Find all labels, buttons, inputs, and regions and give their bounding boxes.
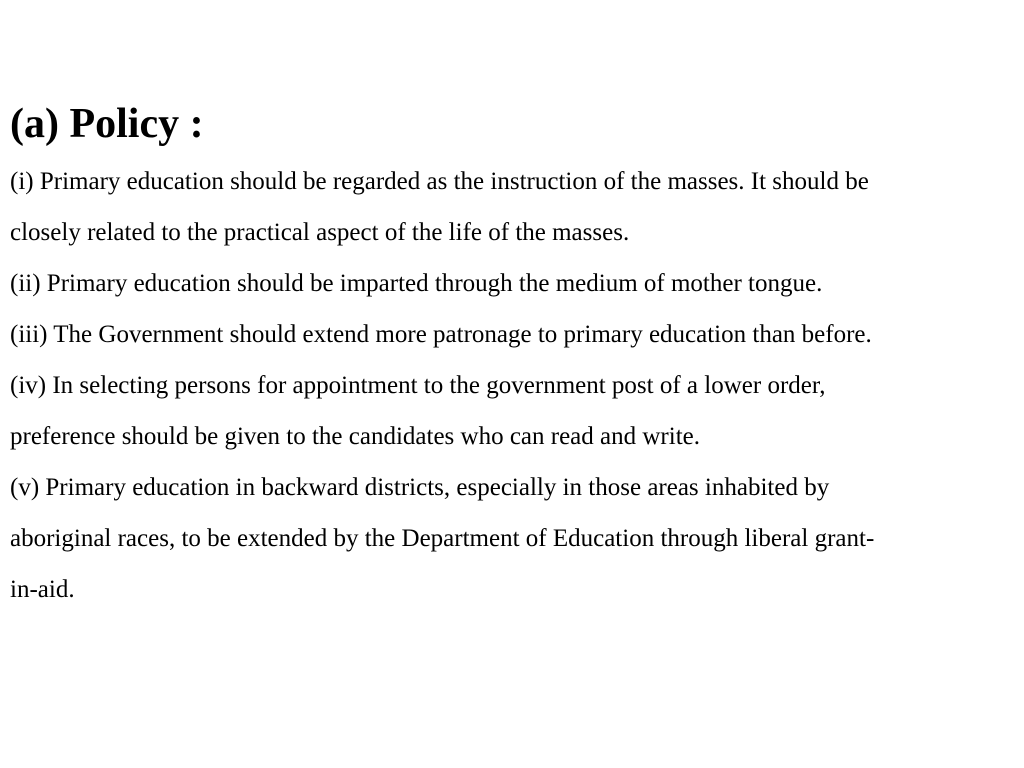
policy-line-i-part1: (i) Primary education should be regarded as the instruction of the masses. It should be <box>10 168 869 195</box>
policy-line-i-part2: closely related to the practical aspect of the life of the masses. <box>10 219 630 246</box>
policy-line-iv-part1: (iv) In selecting persons for appointment to the government post of a lower order, <box>10 372 826 399</box>
policy-line-iii: (iii) The Government should extend more patronage to primary education than before. <box>10 321 872 348</box>
policy-body <box>10 156 1014 615</box>
policy-line-iv-part2: preference should be given to the candidates who can read and write. <box>10 423 700 450</box>
policy-line-v-part2: aboriginal races, to be extended by the Department of Education through liberal grant- <box>10 525 875 552</box>
policy-heading: (a) Policy : <box>10 101 204 147</box>
policy-line-v-part3: in-aid. <box>10 576 75 603</box>
policy-line-v-part1: (v) Primary education in backward districts, especially in those areas inhabited by <box>10 474 830 501</box>
policy-line-ii: (ii) Primary education should be imparted through the medium of mother tongue. <box>10 270 823 297</box>
